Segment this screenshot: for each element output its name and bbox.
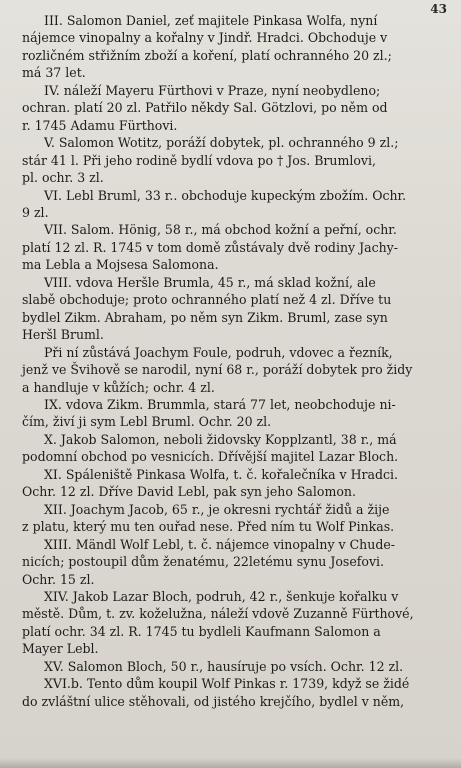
text-line: X. Jakob Salomon, neboli židovsky Kopplzantl, 38 r., má [44,431,397,447]
text-line: XIII. Mändl Wolf Lebl, t. č. nájemce vinopalny v Chude- [44,536,395,552]
text-line: podomní obchod po vesnicích. Dřívější majitel Lazar Bloch. [22,449,399,465]
text-line: pl. ochr. 3 zl. [22,170,104,186]
entry-paragraph [22,274,452,344]
entry-paragraph [22,658,452,675]
text-line: jenž ve Švihově se narodil, nyní 68 r., poráží dobytek pro židy [22,362,413,378]
text-line: stár 41 l. Při jeho rodině bydlí vdova po † Jos. Brumlovi, [22,152,377,168]
text-line: ma Lebla a Mojsesa Salomona. [22,257,219,273]
text-line: ochran. platí 20 zl. Patřilo někdy Sal. Götzlovi, po něm od [22,100,388,116]
entry-paragraph [22,82,452,134]
entry-paragraph [22,344,452,396]
entry-paragraph [22,466,452,501]
entry-paragraph [22,675,452,710]
text-line: XII. Joachym Jacob, 65 r., je okresni rychtář židů a žije [44,501,390,517]
text-line: městě. Dům, t. zv. koželužna, náleží vdově Zuzanně Fürthové, [22,606,414,622]
text-line: rozličném střižním zboží a koření, platí ochranného 20 zl.; [22,47,392,63]
entry-paragraph [22,134,452,186]
text-line: platí ochr. 34 zl. R. 1745 tu bydleli Kaufmann Salomon a [22,623,381,639]
page-edge-shadow [0,758,461,768]
text-line: Mayer Lebl. [22,641,99,657]
text-line: platí 12 zl. R. 1745 v tom domě zůstávaly dvě rodiny Jachy- [22,239,398,255]
text-line: XV. Salomon Bloch, 50 r., hausíruje po vsích. Ochr. 12 zl. [44,658,404,674]
text-line: nicích; postoupil dům ženatému, 22letému synu Josefovi. [22,554,385,570]
text-line: V. Salomon Wotitz, poráží dobytek, pl. ochranného 9 zl.; [44,135,399,151]
text-line: Ochr. 12 zl. Dříve David Lebl, pak syn jeho Salomon. [22,484,356,500]
text-line: XIV. Jakob Lazar Bloch, podruh, 42 r., šenkuje kořalku v [44,588,399,604]
text-line: r. 1745 Adamu Fürthovi. [22,117,178,133]
text-line: do zvláštní ulice stěhovali, od jistého krejčího, bydlel v něm, [22,693,405,709]
text-line: III. Salomon Daniel, zeť majitele Pinkasa Wolfa, nyní [44,13,378,28]
text-line: a handluje v kůžích; ochr. 4 zl. [22,379,215,395]
entry-paragraph [22,588,452,658]
text-line: VII. Salom. Hönig, 58 r., má obchod kožní a peřní, ochr. [44,222,397,238]
entry-paragraph [22,501,452,536]
entry-paragraph [22,536,452,588]
text-line: VI. Lebl Bruml, 33 r.. obchoduje kupeckým zbožím. Ochr. [44,187,407,203]
entry-paragraph [22,187,452,222]
entry-paragraph [22,396,452,431]
text-line: má 37 let. [22,65,86,81]
text-line: čím, živí ji sym Lebl Bruml. Ochr. 20 zl. [22,414,272,430]
text-line: z platu, který mu ten ouřad nese. Před ním tu Wolf Pinkas. [22,519,395,535]
text-line: IX. vdova Zikm. Brummla, stará 77 let, neobchoduje ni- [44,396,396,412]
entry-paragraph [22,221,452,273]
text-line: Heršl Bruml. [22,327,104,343]
text-line: 9 zl. [22,204,49,220]
text-line: Ochr. 15 zl. [22,571,95,587]
text-line: bydlel Zikm. Abraham, po něm syn Zikm. Bruml, zase syn [22,309,388,325]
entry-paragraph [22,431,452,466]
text-body [22,12,452,710]
text-line: nájemce vinopalny a kořalny v Jindř. Hradci. Obchoduje v [22,30,388,46]
text-line: VIII. vdova Heršle Brumla, 45 r., má sklad kožní, ale [44,274,376,290]
text-line: IV. náleží Mayeru Fürthovi v Praze, nyní neobydleno; [44,82,381,98]
text-line: XI. Spáleniště Pinkasa Wolfa, t. č. kořalečníka v Hradci. [44,466,399,482]
text-line: slabě obchoduje; proto ochranného platí než 4 zl. Dříve tu [22,292,392,308]
text-line: XVI.b. Tento dům koupil Wolf Pinkas r. 1739, když se židé [44,676,410,692]
page-number: 43 [430,2,447,16]
text-line: Při ní zůstává Joachym Foule, podruh, vdovec a řezník, [44,344,393,360]
entry-paragraph [22,12,452,82]
